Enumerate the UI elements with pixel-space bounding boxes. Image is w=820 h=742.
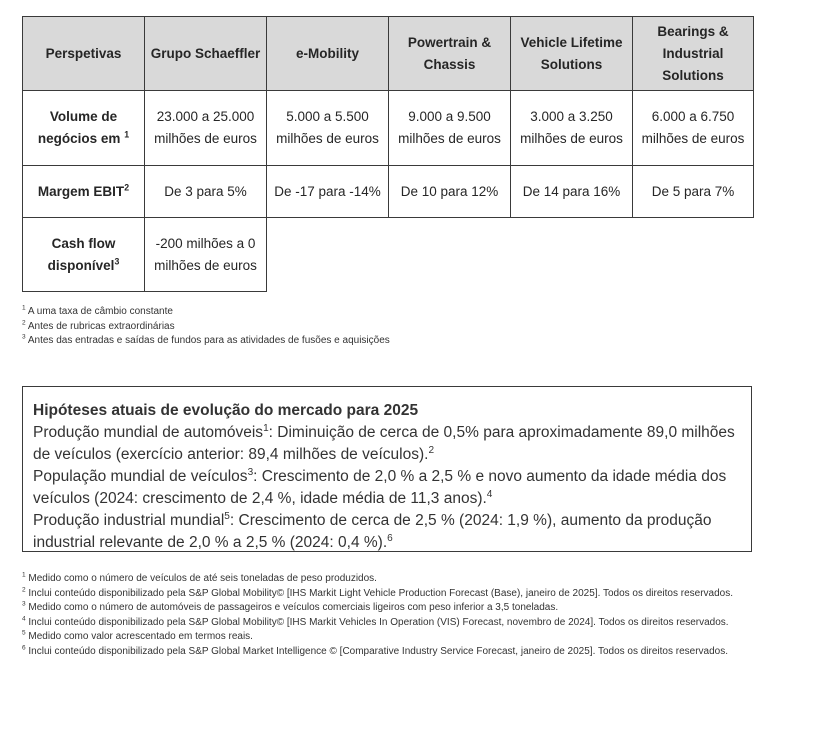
table-footnotes (22, 305, 390, 349)
hypotheses-footnotes (22, 572, 782, 660)
table-header-row (23, 17, 754, 91)
table-cell: 5.000 a 5.500 milhões de euros (267, 91, 389, 166)
table-cell: 9.000 a 9.500 milhões de euros (389, 91, 511, 166)
header-cell: Grupo Schaeffler (145, 17, 267, 91)
footnote: $^1$ Medido como o número de veículos de até seis toneladas de peso produzidos. (22, 571, 377, 584)
header-cell: Bearings & Industrial Solutions (633, 17, 754, 91)
footnote: $^2$ Inclui conteúdo disponibilizado pela S&P Global Mobility© [IHS Markit Light Vehicle Production Forecast (Base), janeiro de 2025]. Todos os direitos reservados. (22, 586, 734, 599)
table-cell: De -17 para -14% (267, 166, 389, 218)
outlook-table (22, 16, 754, 292)
hypothesis-item: População mundial de veículos$^3$: Crescimento de 2,0 % a 2,5 % e novo aumento da idade média dos veículos (2024: crescimento de 2,4 %, idade média de 11,3 anos).$^4$ (33, 466, 727, 507)
row-label: Margem EBIT$^2$ (23, 166, 145, 218)
table-cell: De 5 para 7% (633, 166, 754, 218)
empty-cell (267, 218, 754, 292)
market-hypotheses-box (22, 386, 752, 552)
header-cell: Vehicle Lifetime Solutions (511, 17, 633, 91)
table-cell: De 3 para 5% (145, 166, 267, 218)
row-label: Cash flow disponível$^3$ (23, 218, 145, 292)
header-cell: Perspetivas (23, 17, 145, 91)
footnote: $^5$ Medido como valor acrescentado em termos reais. (22, 630, 253, 643)
table-cell: -200 milhões a 0 milhões de euros (145, 218, 267, 292)
table-row (23, 166, 754, 218)
table-cell: 6.000 a 6.750 milhões de euros (633, 91, 754, 166)
footnote: $^3$ Antes das entradas e saídas de fundos para as atividades de fusões e aquisições (22, 333, 390, 346)
table-cell: De 10 para 12% (389, 166, 511, 218)
header-cell: Powertrain & Chassis (389, 17, 511, 91)
footnote: $^6$ Inclui conteúdo disponibilizado pela S&P Global Market Intelligence © [Comparative Industry Service Forecast, janeiro de 2025]. Todos os direitos reservados. (22, 644, 729, 657)
row-label: Volume de negócios em $^1$ (23, 91, 145, 166)
footnote: $^3$ Medido como o número de automóveis de passageiros e veículos comerciais ligeiros com peso inferior a 3,5 toneladas. (22, 600, 559, 614)
table-cell: 23.000 a 25.000 milhões de euros (145, 91, 267, 166)
header-cell: e-Mobility (267, 17, 389, 91)
footnote: $^1$ A uma taxa de câmbio constante (22, 304, 173, 317)
hypothesis-item: Produção industrial mundial$^5$: Crescimento de cerca de 2,5 % (2024: 1,9 %), aumento da produção industrial relevante de 2,0 % a 2,5 % (2024: 0,4 %).$^6$ (33, 510, 712, 551)
hypotheses-title: Hipóteses atuais de evolução do mercado para 2025 (33, 402, 419, 419)
table-cell: 3.000 a 3.250 milhões de euros (511, 91, 633, 166)
hypothesis-item: Produção mundial de automóveis$^1$: Diminuição de cerca de 0,5% para aproximadamente 89,0 milhões de veículos (exercício anterior: 89,4 milhões de veículos).$^2$ (33, 422, 735, 463)
footnote: $^4$ Inclui conteúdo disponibilizado pela S&P Global Mobility© [IHS Markit Vehicles In Operation (VIS) Forecast, novembro de 2024]. Todos os direitos reservados. (22, 615, 729, 628)
table-row (23, 91, 754, 166)
table-row (23, 218, 754, 292)
table-cell: De 14 para 16% (511, 166, 633, 218)
footnote: $^2$ Antes de rubricas extraordinárias (22, 319, 175, 332)
